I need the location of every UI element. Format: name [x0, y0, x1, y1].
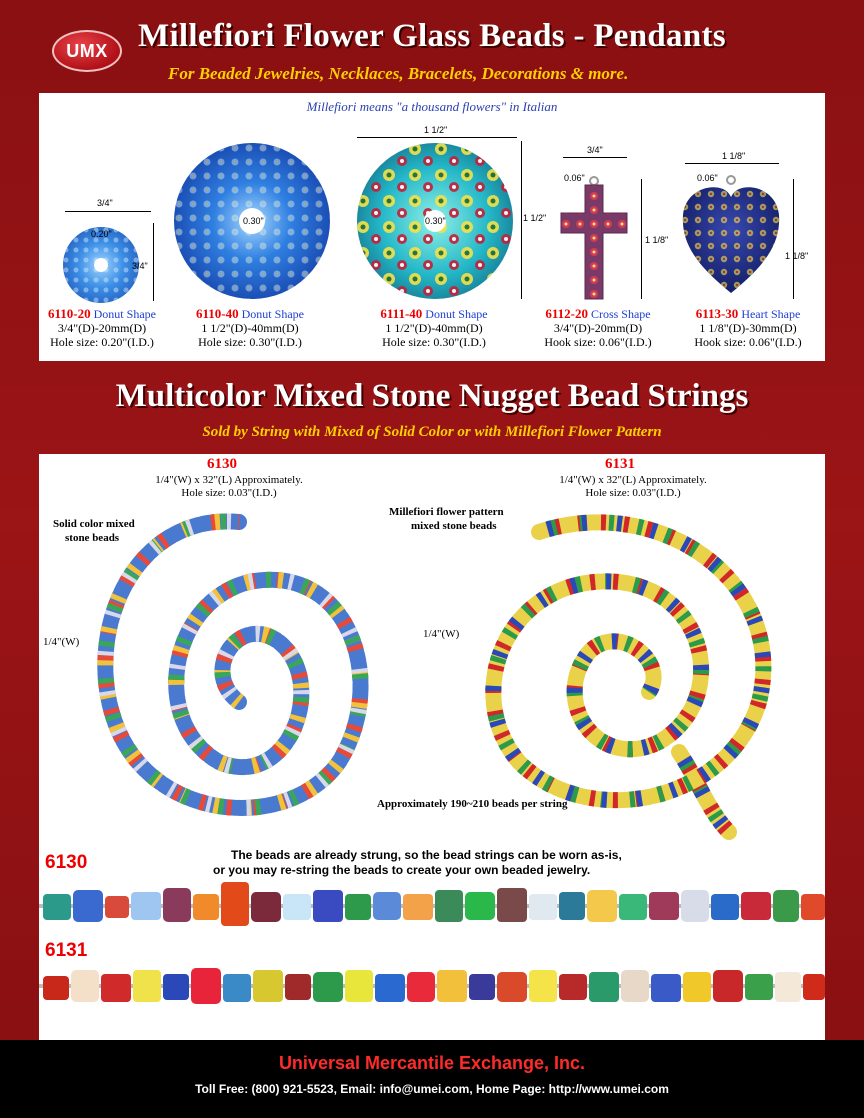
bead-strip-6130 [39, 880, 825, 936]
dim-line [521, 141, 522, 299]
product-size: 3/4"(D)-20mm(D) [553, 321, 643, 335]
millefiori-note: Millefiori means "a thousand flowers" in Italian [306, 99, 558, 114]
umx-logo: UMX [52, 30, 122, 72]
string-6131-hole: Hole size: 0.03"(I.D.) [585, 487, 681, 499]
pendant-caption [175, 307, 325, 349]
product-hole: Hook size: 0.06"(I.D.) [544, 335, 652, 349]
string-6130-code: 6130 [207, 456, 237, 472]
pendants-panel [39, 93, 825, 361]
page-title: Millefiori Flower Glass Beads - Pendants [138, 18, 726, 54]
pendant-6113-30-image [679, 175, 783, 301]
width-label-left: 1/4"(W) [43, 636, 80, 648]
string-6131-size: 1/4"(W) x 32"(L) Approximately. [559, 474, 707, 486]
width-label-right: 1/4"(W) [423, 628, 460, 640]
pendant-caption [673, 307, 823, 349]
product-hole: Hole size: 0.30"(I.D.) [382, 335, 486, 349]
dim-line [793, 179, 794, 299]
product-hole: Hole size: 0.20"(I.D.) [50, 335, 154, 349]
dim-line [641, 179, 642, 299]
product-size: 1 1/2"(D)-40mm(D) [201, 321, 299, 335]
product-size: 1 1/8"(D)-30mm(D) [699, 321, 797, 335]
footer [0, 1040, 864, 1118]
product-size: 1 1/2"(D)-40mm(D) [385, 321, 483, 335]
pendant-1-center-dim: 0.20" [91, 229, 112, 239]
pendant-caption [27, 307, 177, 349]
product-code: 6113-30 [695, 306, 739, 321]
dim-line [357, 137, 517, 138]
dim-line [685, 163, 779, 164]
pendant-5-hook-dim: 0.06" [697, 173, 718, 183]
callout-solid-1: Solid color mixed [53, 518, 135, 530]
strip-6130-label: 6130 [45, 852, 88, 873]
strings-section-subtitle: Sold by String with Mixed of Solid Color or with Millefiori Flower Pattern [202, 424, 662, 440]
pendant-4-height-dim: 1 1/8" [645, 235, 669, 245]
product-shape: Donut Shape [93, 307, 156, 321]
company-name: Universal Mercantile Exchange, Inc. [278, 1053, 586, 1073]
contact-info: Toll Free: (800) 921-5523, Email: info@umei.com, Home Page: http://www.umei.com [195, 1082, 669, 1096]
beads-per-string-note: Approximately 190~210 beads per string [377, 798, 568, 810]
dim-line [563, 157, 627, 158]
bead-string-6130-spiral [89, 502, 389, 862]
bead-string-6131-spiral [479, 502, 779, 842]
description-line-2: or you may re-string the beads to create your own beaded jewelry. [213, 863, 591, 877]
callout-millefiori-1: Millefiori flower pattern [389, 506, 504, 518]
product-code: 6110-40 [196, 306, 239, 321]
product-shape: Donut Shape [241, 307, 304, 321]
strip-6131-label: 6131 [45, 940, 88, 961]
pendant-6112-20-image [559, 175, 629, 301]
pendant-1-height-dim: 3/4" [132, 261, 148, 271]
pendant-3-center-dim: 0.30" [425, 216, 446, 226]
bead-strip-6131 [39, 960, 825, 1016]
pendant-4-width-dim: 3/4" [587, 145, 603, 155]
strings-panel [39, 454, 825, 1040]
pendant-5-width-dim: 1 1/8" [722, 151, 746, 161]
description-line-1: The beads are already strung, so the bead strings can be worn as-is, [231, 848, 622, 862]
pendant-caption [523, 307, 673, 349]
callout-solid-2: stone beads [65, 532, 120, 544]
product-shape: Cross Shape [590, 307, 651, 321]
string-6130-size: 1/4"(W) x 32"(L) Approximately. [155, 474, 303, 486]
product-hole: Hook size: 0.06"(I.D.) [694, 335, 802, 349]
pendant-4-hook-dim: 0.06" [564, 173, 585, 183]
product-shape: Heart Shape [741, 307, 801, 321]
callout-millefiori-2: mixed stone beads [411, 520, 497, 532]
pendant-3-width-dim: 1 1/2" [424, 125, 448, 135]
pendant-5-height-dim: 1 1/8" [785, 251, 809, 261]
product-hole: Hole size: 0.30"(I.D.) [198, 335, 302, 349]
string-6130-hole: Hole size: 0.03"(I.D.) [181, 487, 277, 499]
pendant-2-center-dim: 0.30" [243, 216, 264, 226]
product-code: 6110-20 [48, 306, 91, 321]
strings-section-title: Multicolor Mixed Stone Nugget Bead Strings [115, 378, 749, 414]
dim-line [153, 223, 154, 301]
page-subtitle: For Beaded Jewelries, Necklaces, Bracelets, Decorations & more. [168, 64, 629, 83]
product-shape: Donut Shape [425, 307, 488, 321]
pendant-caption [359, 307, 509, 349]
pendant-1-width-dim: 3/4" [97, 198, 113, 208]
product-code: 6112-20 [545, 306, 588, 321]
dim-line [65, 211, 151, 212]
product-code: 6111-40 [380, 306, 423, 321]
string-6131-code: 6131 [605, 456, 635, 472]
pendant-3-height-dim: 1 1/2" [523, 213, 547, 223]
product-size: 3/4"(D)-20mm(D) [57, 321, 147, 335]
